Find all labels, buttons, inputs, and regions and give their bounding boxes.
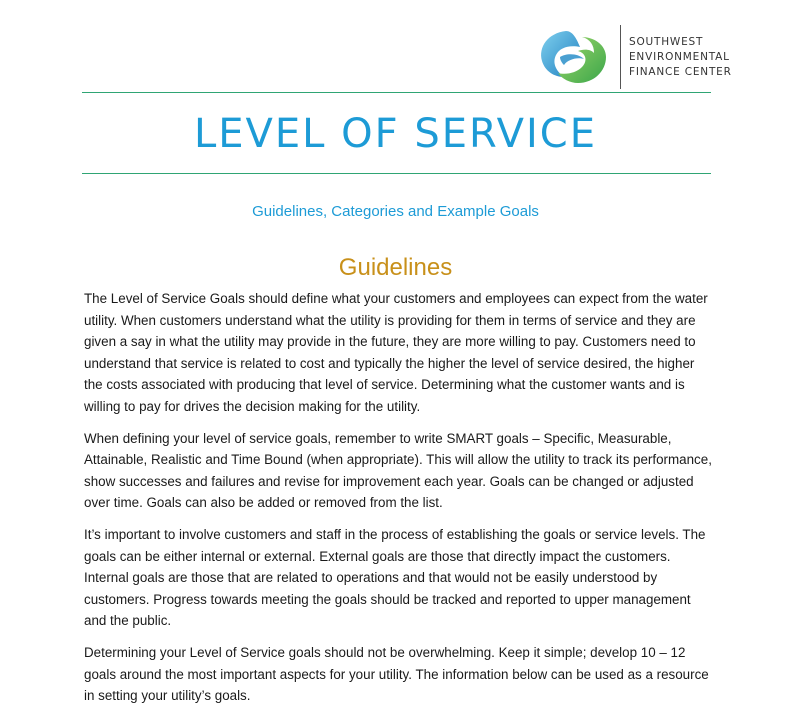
org-name (629, 35, 732, 80)
paragraph: It’s important to involve customers and staff in the process of establishing the goals or service levels. The goals can be either internal or external. External goals are those that directly impact the customers. Internal goals are those that are related to operations and that would not be easily understood by customers. Progress towards meeting the goals should be tracked and reported to upper management and the public. (84, 526, 706, 629)
paragraph: When defining your level of service goals, remember to write SMART goals – Specific, Measurable, Attainable, Realistic and Time Bound (when appropriate). This will allow the utility to track its performance, show successes and failures and revise for improvement each year. Goals can be changed or adjusted over time. Goals can also be added or removed from the list. (84, 430, 712, 511)
org-name-line: SOUTHWEST (629, 35, 704, 48)
org-logo (536, 24, 732, 90)
document-title: LEVEL OF SERVICE (193, 111, 598, 157)
org-name-line: ENVIRONMENTAL (629, 50, 730, 63)
paragraph: The Level of Service Goals should define what your customers and employees can expect from the water utility. When customers understand what the utility is providing for them in terms of service and they are given a say in what the utility may provide in the future, they are more willing to pay. Customers need to understand that service is related to cost and typically the higher the level of service desired, the higher the costs associated with producing that level of service. Determining what the customer wants and is willing to pay for drives the decision making for the utility. (84, 291, 708, 414)
logo-divider (620, 25, 621, 89)
header-rule-bottom (82, 173, 711, 174)
paragraph: Determining your Level of Service goals should not be overwhelming. Keep it simple; develop 10 – 12 goals around the most important aspects for your utility. The information below can be used as a resource in setting your utility’s goals. (84, 644, 709, 704)
swefc-logo-icon (536, 27, 612, 87)
header-rule-top (82, 92, 711, 93)
document-subtitle: Guidelines, Categories and Example Goals (252, 203, 539, 220)
body-text (84, 288, 714, 717)
section-heading: Guidelines (338, 254, 453, 281)
org-name-line: FINANCE CENTER (629, 65, 732, 78)
